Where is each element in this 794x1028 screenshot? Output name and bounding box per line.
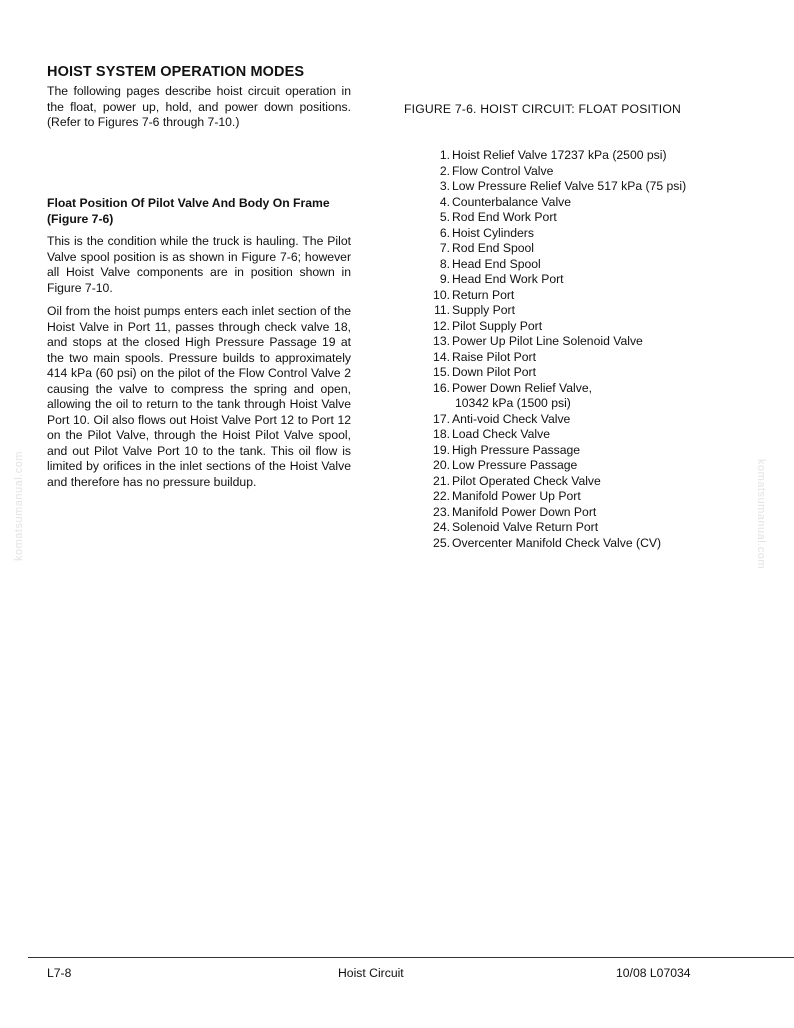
legend-item (422, 272, 722, 288)
legend-text: High Pressure Passage (452, 442, 581, 457)
legend-item (422, 288, 722, 304)
legend-item (422, 241, 722, 257)
legend-number: 17. (433, 411, 450, 426)
legend-text-continuation: 10342 kPa (1500 psi) (455, 396, 571, 410)
figure-legend-list (422, 148, 722, 551)
legend-item (422, 350, 722, 366)
page-number: L7-8 (47, 966, 72, 980)
legend-text: Manifold Power Up Port (452, 489, 581, 503)
figure-title: FIGURE 7-6. HOIST CIRCUIT: FLOAT POSITION (404, 102, 682, 116)
watermark-right: komatsumanual.com (755, 459, 767, 569)
intro-paragraph: The following pages describe hoist circuit operation in the float, power up, hold, and power down positions. (Refer to Figures 7-6 through 7-10.) (47, 84, 351, 129)
legend-text: Pilot Supply Port (452, 318, 543, 333)
legend-item (422, 427, 722, 443)
subsection-heading: Float Position Of Pilot Valve And Body On Frame (Figure 7-6) (47, 196, 330, 226)
legend-number: 13. (433, 334, 450, 348)
legend-number: 2. (439, 163, 450, 178)
legend-text: Anti-void Check Valve (452, 411, 571, 426)
legend-number: 1. (439, 148, 450, 162)
legend-item (422, 443, 722, 459)
legend-text: Flow Control Valve (452, 163, 554, 178)
footer-section-title: Hoist Circuit (338, 966, 404, 980)
legend-item (422, 303, 722, 319)
legend-item (422, 148, 722, 164)
legend-item (422, 195, 722, 211)
legend-item (422, 257, 722, 273)
legend-text: Manifold Power Down Port (452, 504, 597, 519)
legend-text: Hoist Relief Valve 17237 kPa (2500 psi) (452, 148, 667, 162)
legend-item (422, 381, 722, 412)
legend-text: Power Up Pilot Line Solenoid Valve (452, 334, 643, 348)
legend-number: 14. (433, 349, 450, 364)
legend-number: 10. (433, 287, 450, 302)
footer-doc-code: 10/08 L07034 (616, 966, 691, 980)
body-text (47, 234, 351, 490)
legend-number: 4. (439, 194, 450, 209)
section-heading: HOIST SYSTEM OPERATION MODES (47, 64, 305, 80)
legend-text (451, 381, 592, 412)
legend-number: 23. (433, 504, 450, 519)
legend-number: 16. (433, 380, 450, 395)
legend-item (422, 489, 722, 505)
legend-text: Counterbalance Valve (452, 194, 572, 209)
legend-number: 5. (439, 210, 450, 224)
legend-text: Hoist Cylinders (452, 225, 534, 240)
legend-number: 22. (433, 489, 450, 503)
legend-text: Rod End Spool (452, 241, 534, 255)
legend-number: 9. (439, 272, 450, 286)
legend-text: Pilot Operated Check Valve (452, 473, 601, 488)
legend-text: Load Check Valve (452, 427, 551, 441)
legend-text: Solenoid Valve Return Port (452, 520, 599, 534)
legend-item (422, 164, 722, 180)
legend-text: Supply Port (452, 303, 516, 317)
legend-number: 8. (439, 256, 450, 271)
left-column (47, 64, 351, 131)
legend-item (422, 319, 722, 335)
legend-text: Return Port (452, 287, 515, 302)
legend-number: 15. (433, 365, 450, 379)
legend-text: Head End Spool (452, 256, 541, 271)
legend-item (422, 179, 722, 195)
legend-item (422, 226, 722, 242)
legend-number: 12. (433, 318, 450, 333)
legend-number: 11. (433, 303, 450, 317)
body-paragraph: Oil from the hoist pumps enters each inlet section of the Hoist Valve in Port 11, passes through check valve 18, and stops at the closed High Pressure Passage 19 at the two main spools. Pressure builds to approximately 414 kPa (60 psi) on the pilot of the Flow Control Valve 2 causing the valve to compress the spring and open, allowing the oil to return to the tank through Hoist Valve Port 10. Oil also flows out Hoist Valve Port 12 to Port 12 on the Pilot Valve, through the Hoist Pilot Valve spool, and out Pilot Valve Port 10 to the tank. This oil flow is limited by orifices in the inlet sections of the Hoist Valve and therefore has no pressure buildup. (47, 304, 351, 489)
legend-item (422, 458, 722, 474)
legend-text: Rod End Work Port (452, 210, 557, 224)
legend-number: 6. (439, 225, 450, 240)
legend-number: 3. (439, 179, 450, 193)
legend-item (422, 210, 722, 226)
legend-text: Down Pilot Port (452, 365, 536, 379)
legend-text: Head End Work Port (452, 272, 564, 286)
watermark-left: komatsumanual.com (13, 451, 25, 561)
legend-item (422, 365, 722, 381)
legend-text: Low Pressure Passage (452, 458, 578, 472)
legend-text: Overcenter Manifold Check Valve (CV) (452, 535, 662, 550)
legend-number: 7. (439, 241, 450, 255)
body-paragraph: This is the condition while the truck is hauling. The Pilot Valve spool position is as shown in Figure 7-6; however all Hoist Valve components are in position shown in Figure 7-10. (47, 234, 351, 295)
legend-number: 18. (433, 427, 450, 441)
legend-item (422, 520, 722, 536)
legend-item (422, 412, 722, 428)
legend-number: 20. (433, 458, 450, 472)
legend-item (422, 505, 722, 521)
legend-number: 19. (433, 442, 450, 457)
legend-item (422, 474, 722, 490)
legend-number: 21. (433, 473, 450, 488)
legend-number: 24. (433, 520, 450, 534)
footer-divider (28, 957, 794, 958)
legend-text-line: Power Down Relief Valve, (452, 380, 592, 395)
legend-number: 25. (433, 535, 450, 550)
legend-text: Raise Pilot Port (452, 349, 536, 364)
legend-item (422, 334, 722, 350)
legend-item (422, 536, 722, 552)
legend-text: Low Pressure Relief Valve 517 kPa (75 psi) (452, 179, 687, 193)
